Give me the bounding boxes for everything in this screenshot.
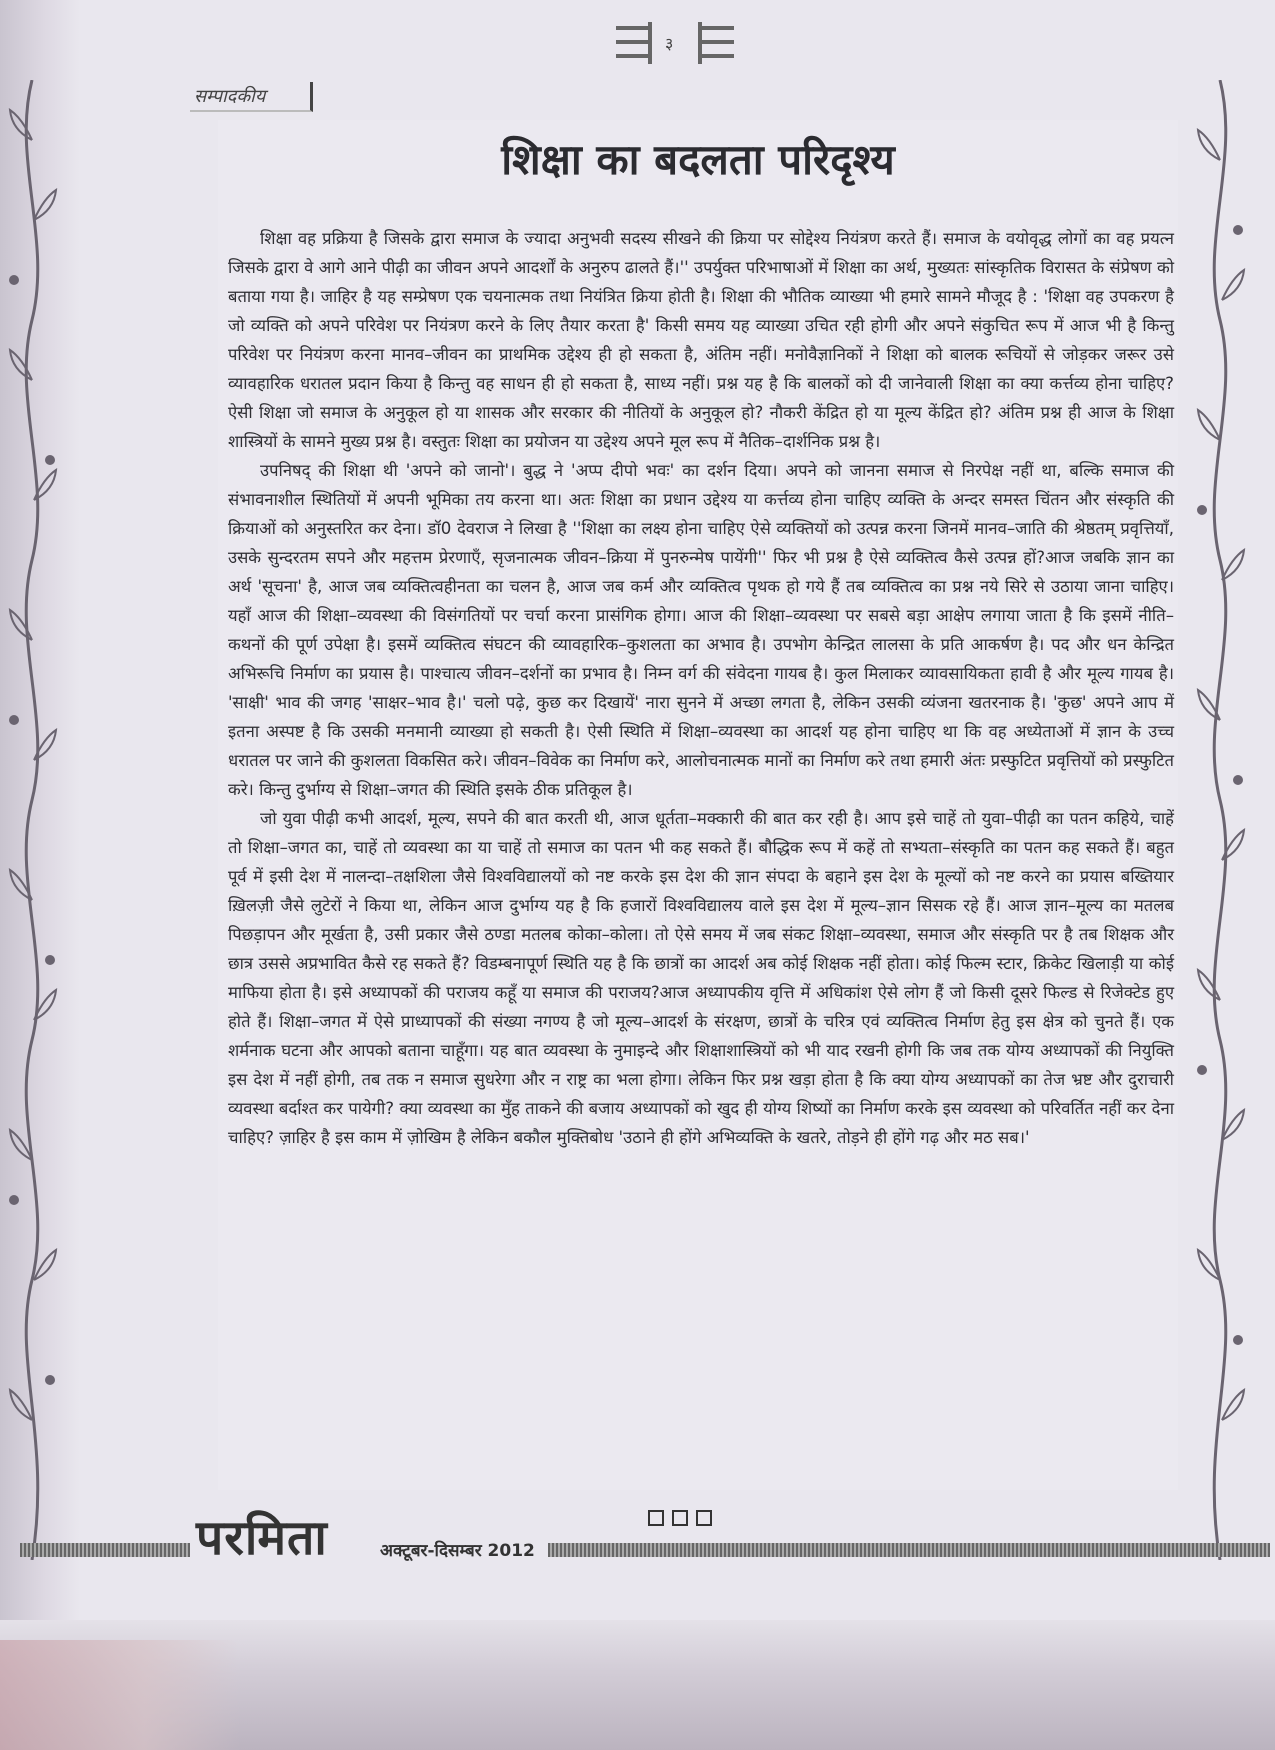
bottom-left-tint [0, 1640, 240, 1750]
end-square-icon [672, 1510, 688, 1526]
vine-ornament-left-icon [2, 80, 62, 1560]
article-body [228, 224, 1174, 1152]
section-tag-label: सम्पादकीय [194, 86, 266, 107]
page-number [610, 18, 740, 68]
paragraph: जो युवा पीढ़ी कभी आदर्श, मूल्य, सपने की बात करती थी, आज धूर्तता–मक्कारी की बात कर रही है। आप इसे चाहें तो युवा–पीढ़ी का पतन कहिये, चाहें तो शिक्षा–जगत का, चाहें तो व्यवस्था का या चाहें तो समाज का पतन भी कह सकते हैं। बौद्धिक रूप में कहें तो सभ्यता–संस्कृति का पतन कह सकते हैं। बहुत पूर्व में इसी देश में नालन्दा–तक्षशिला जैसे विश्वविद्यालयों को नष्ट करके इस देश की ज्ञान संपदा के बहाने इस देश के मूल्यों को नष्ट करने का प्रयास बख्तियार ख़िलज़ी जैसे लुटेरों ने किया था, लेकिन आज दुर्भाग्य यह है कि हजारों विश्वविद्यालय वाले इस देश में मूल्य–ज्ञान सिसक रहे हैं। आज ज्ञान–मूल्य का मतलब पिछड़ापन और मूर्खता है, उसी प्रकार जैसे ठण्डा मतलब कोका–कोला। तो ऐसे समय में जब संकट शिक्षा–व्यवस्था, समाज और संस्कृति पर है तब शिक्षक और छात्र उससे अप्रभावित कैसे रह सकते हैं? विडम्बनापूर्ण स्थिति यह है कि छात्रों का आदर्श अब कोई शिक्षक नहीं होता। कोई फिल्म स्टार, क्रिकेट खिलाड़ी या कोई माफिया होता है। इसे अध्यापकों की पराजय कहूँ या समाज की पराजय?आज अध्यापकीय वृत्ति में अधिकांश ऐसे लोग हैं जो किसी दूसरे फिल्ड से रिजेक्टेड हुए होते हैं। शिक्षा–जगत में ऐसे प्राध्यापकों की संख्या नगण्य है जो मूल्य–आदर्श के संरक्षण, छात्रों के चरित्र एवं व्यक्तित्व निर्माण हेतु इस क्षेत्र को चुनते हैं। एक शर्मनाक घटना और आपको बताना चाहूँगा। यह बात व्यवस्था के नुमाइन्दे और शिक्षाशास्त्रियों को भी याद रखनी होगी कि जब तक योग्य अध्यापकों की नियुक्ति इस देश में नहीं होगी, तब तक न समाज सुधरेगा और न राष्ट्र का भला होगा। लेकिन फिर प्रश्न खड़ा होता है कि क्या योग्य अध्यापकों का तेज भ्रष्ट और दुराचारी व्यवस्था बर्दाश्त कर पायेगी? क्या व्यवस्था का मुँह ताकने की बजाय अध्यापकों को खुद ही योग्य शिष्यों का निर्माण करके इस व्यवस्था को परिवर्तित नहीं कर देना चाहिए? ज़ाहिर है इस काम में ज़ोखिम है लेकिन बकौल मुक्तिबोध 'उठाने ही होंगे अभिव्यक्ति के खतरे, तोड़ने ही होंगे गढ़ और मठ सब।' [228, 809, 1174, 1147]
issue-date: अक्टूबर-दिसम्बर 2012 [380, 1541, 535, 1561]
vine-ornament-right-icon [1190, 80, 1250, 1560]
end-square-icon [648, 1510, 664, 1526]
magazine-name: परमिता [196, 1510, 328, 1566]
footer-rule-right [548, 1543, 1270, 1557]
page-number-text: ३ [665, 34, 674, 53]
paragraph: शिक्षा वह प्रक्रिया है जिसके द्वारा समाज के ज्यादा अनुभवी सदस्य सीखने की क्रिया पर सोद्देश्य नियंत्रण करते हैं। समाज के वयोवृद्ध लोगों का वह प्रयत्न जिसके द्वारा वे आगे आने पीढ़ी का जीवन अपने आदर्शों के अनुरुप ढालते हैं।'' उपर्युक्त परिभाषाओं में शिक्षा का अर्थ, मुख्यतः सांस्कृतिक विरासत के संप्रेषण को बताया गया है। जाहिर है यह सम्प्रेषण एक चयनात्मक तथा नियंत्रित क्रिया होती है। शिक्षा की भौतिक व्याख्या भी हमारे सामने मौजूद है : 'शिक्षा वह उपकरण है जो व्यक्ति को अपने परिवेश पर नियंत्रण करने के लिए तैयार करता है' किसी समय यह व्याख्या उचित रही होगी और अपने संकुचित रूप में आज भी है किन्तु परिवेश पर नियंत्रण करना मानव–जीवन का प्राथमिक उद्देश्य ही हो सकता है, अंतिम नहीं। मनोवैज्ञानिकों ने शिक्षा को बालक रूचियों से जोड़कर जरूर उसे व्यावहारिक धरातल प्रदान किया है किन्तु वह साधन ही हो सकता है, साध्य नहीं। प्रश्न यह है कि बालकों को दी जानेवाली शिक्षा का क्या कर्त्तव्य होना चाहिए? ऐसी शिक्षा जो समाज के अनुकूल हो या शासक और सरकार की नीतियों के अनुकूल हो? नौकरी केंद्रित हो या मूल्य केंद्रित हो? अंतिम प्रश्न ही आज के शिक्षा शास्त्रियों के सामने मुख्य प्रश्न है। वस्तुतः शिक्षा का प्रयोजन या उद्देश्य अपने मूल रूप में नैतिक–दार्शनिक प्रश्न है। [228, 229, 1174, 451]
page-number-ornament-icon [610, 18, 740, 68]
footer-rule-left [20, 1543, 190, 1557]
editorial-article [218, 120, 1178, 1490]
end-mark-squares-icon [648, 1510, 728, 1530]
section-tag [190, 82, 313, 112]
paragraph: उपनिषद् की शिक्षा थी 'अपने को जानो'। बुद्ध ने 'अप्प दीपो भवः' का दर्शन दिया। अपने को जानना समाज से निरपेक्ष नहीं था, बल्कि समाज की संभावनाशील स्थितियों में अपनी भूमिका तय करना था। अतः शिक्षा का प्रधान उद्देश्य या कर्त्तव्य होना चाहिए व्यक्ति के अन्दर समस्त चिंतन और संस्कृति की क्रियाओं को अनुस्तरित कर देना। डॉ0 देवराज ने लिखा है ''शिक्षा का लक्ष्य होना चाहिए ऐसे व्यक्तियों को उत्पन्न करना जिनमें मानव–जाति की श्रेष्ठतम् प्रवृत्तियाँ, उसके सुन्दरतम सपने और महत्तम प्रेरणाएँ, सृजनात्मक जीवन–क्रिया में पुनरुन्मेष पायेंगी'' फिर भी प्रश्न है ऐसे व्यक्तित्व कैसे उत्पन्न हों?आज जबकि ज्ञान का अर्थ 'सूचना' है, आज जब व्यक्तित्वहीनता का चलन है, आज जब कर्म और व्यक्तित्व पृथक हो गये हैं तब व्यक्तित्व का प्रश्न नये सिरे से उठाया जाना चाहिए। यहाँ आज की शिक्षा–व्यवस्था की विसंगतियों पर चर्चा करना प्रासंगिक होगा। आज की शिक्षा–व्यवस्था पर सबसे बड़ा आक्षेप लगाया जाता है कि इसमें नीति–कथनों की पूर्ण उपेक्षा है। इसमें व्यक्तित्व संघटन की व्यावहारिक–कुशलता का अभाव है। उपभोग केन्द्रित लालसा के प्रति आकर्षण है। पद और धन केन्द्रित अभिरूचि निर्माण का प्रयास है। पाश्चात्य जीवन–दर्शनों का प्रभाव है। निम्न वर्ग की संवेदना गायब है। कुल मिलाकर व्यावसायिकता हावी है और मूल्य गायब है। 'साक्षी' भाव की जगह 'साक्षर–भाव है।' चलो पढ़े, कुछ कर दिखायें' नारा सुनने में अच्छा लगता है, लेकिन उसकी व्यंजना खतरनाक है। 'कुछ' अपने आप में इतना अस्पष्ट है कि उसकी मनमानी व्याख्या हो सकती है। ऐसी स्थिति में शिक्षा–व्यवस्था का आदर्श यह होना चाहिए था कि वह अध्येताओं में ज्ञान के उच्च धरातल पर जाने की कुशलता विकसित करे। जीवन–विवेक का निर्माण करे, आलोचनात्मक मानों का निर्माण करे तथा हमारी अंतः प्रस्फुटित प्रवृत्तियों को प्रस्फुटित करे। किन्तु दुर्भाग्य से शिक्षा–जगत की स्थिति इसके ठीक प्रतिकूल है। [228, 461, 1174, 799]
article-title: शिक्षा का बदलता परिदृश्य [501, 135, 895, 184]
end-square-icon [696, 1510, 712, 1526]
